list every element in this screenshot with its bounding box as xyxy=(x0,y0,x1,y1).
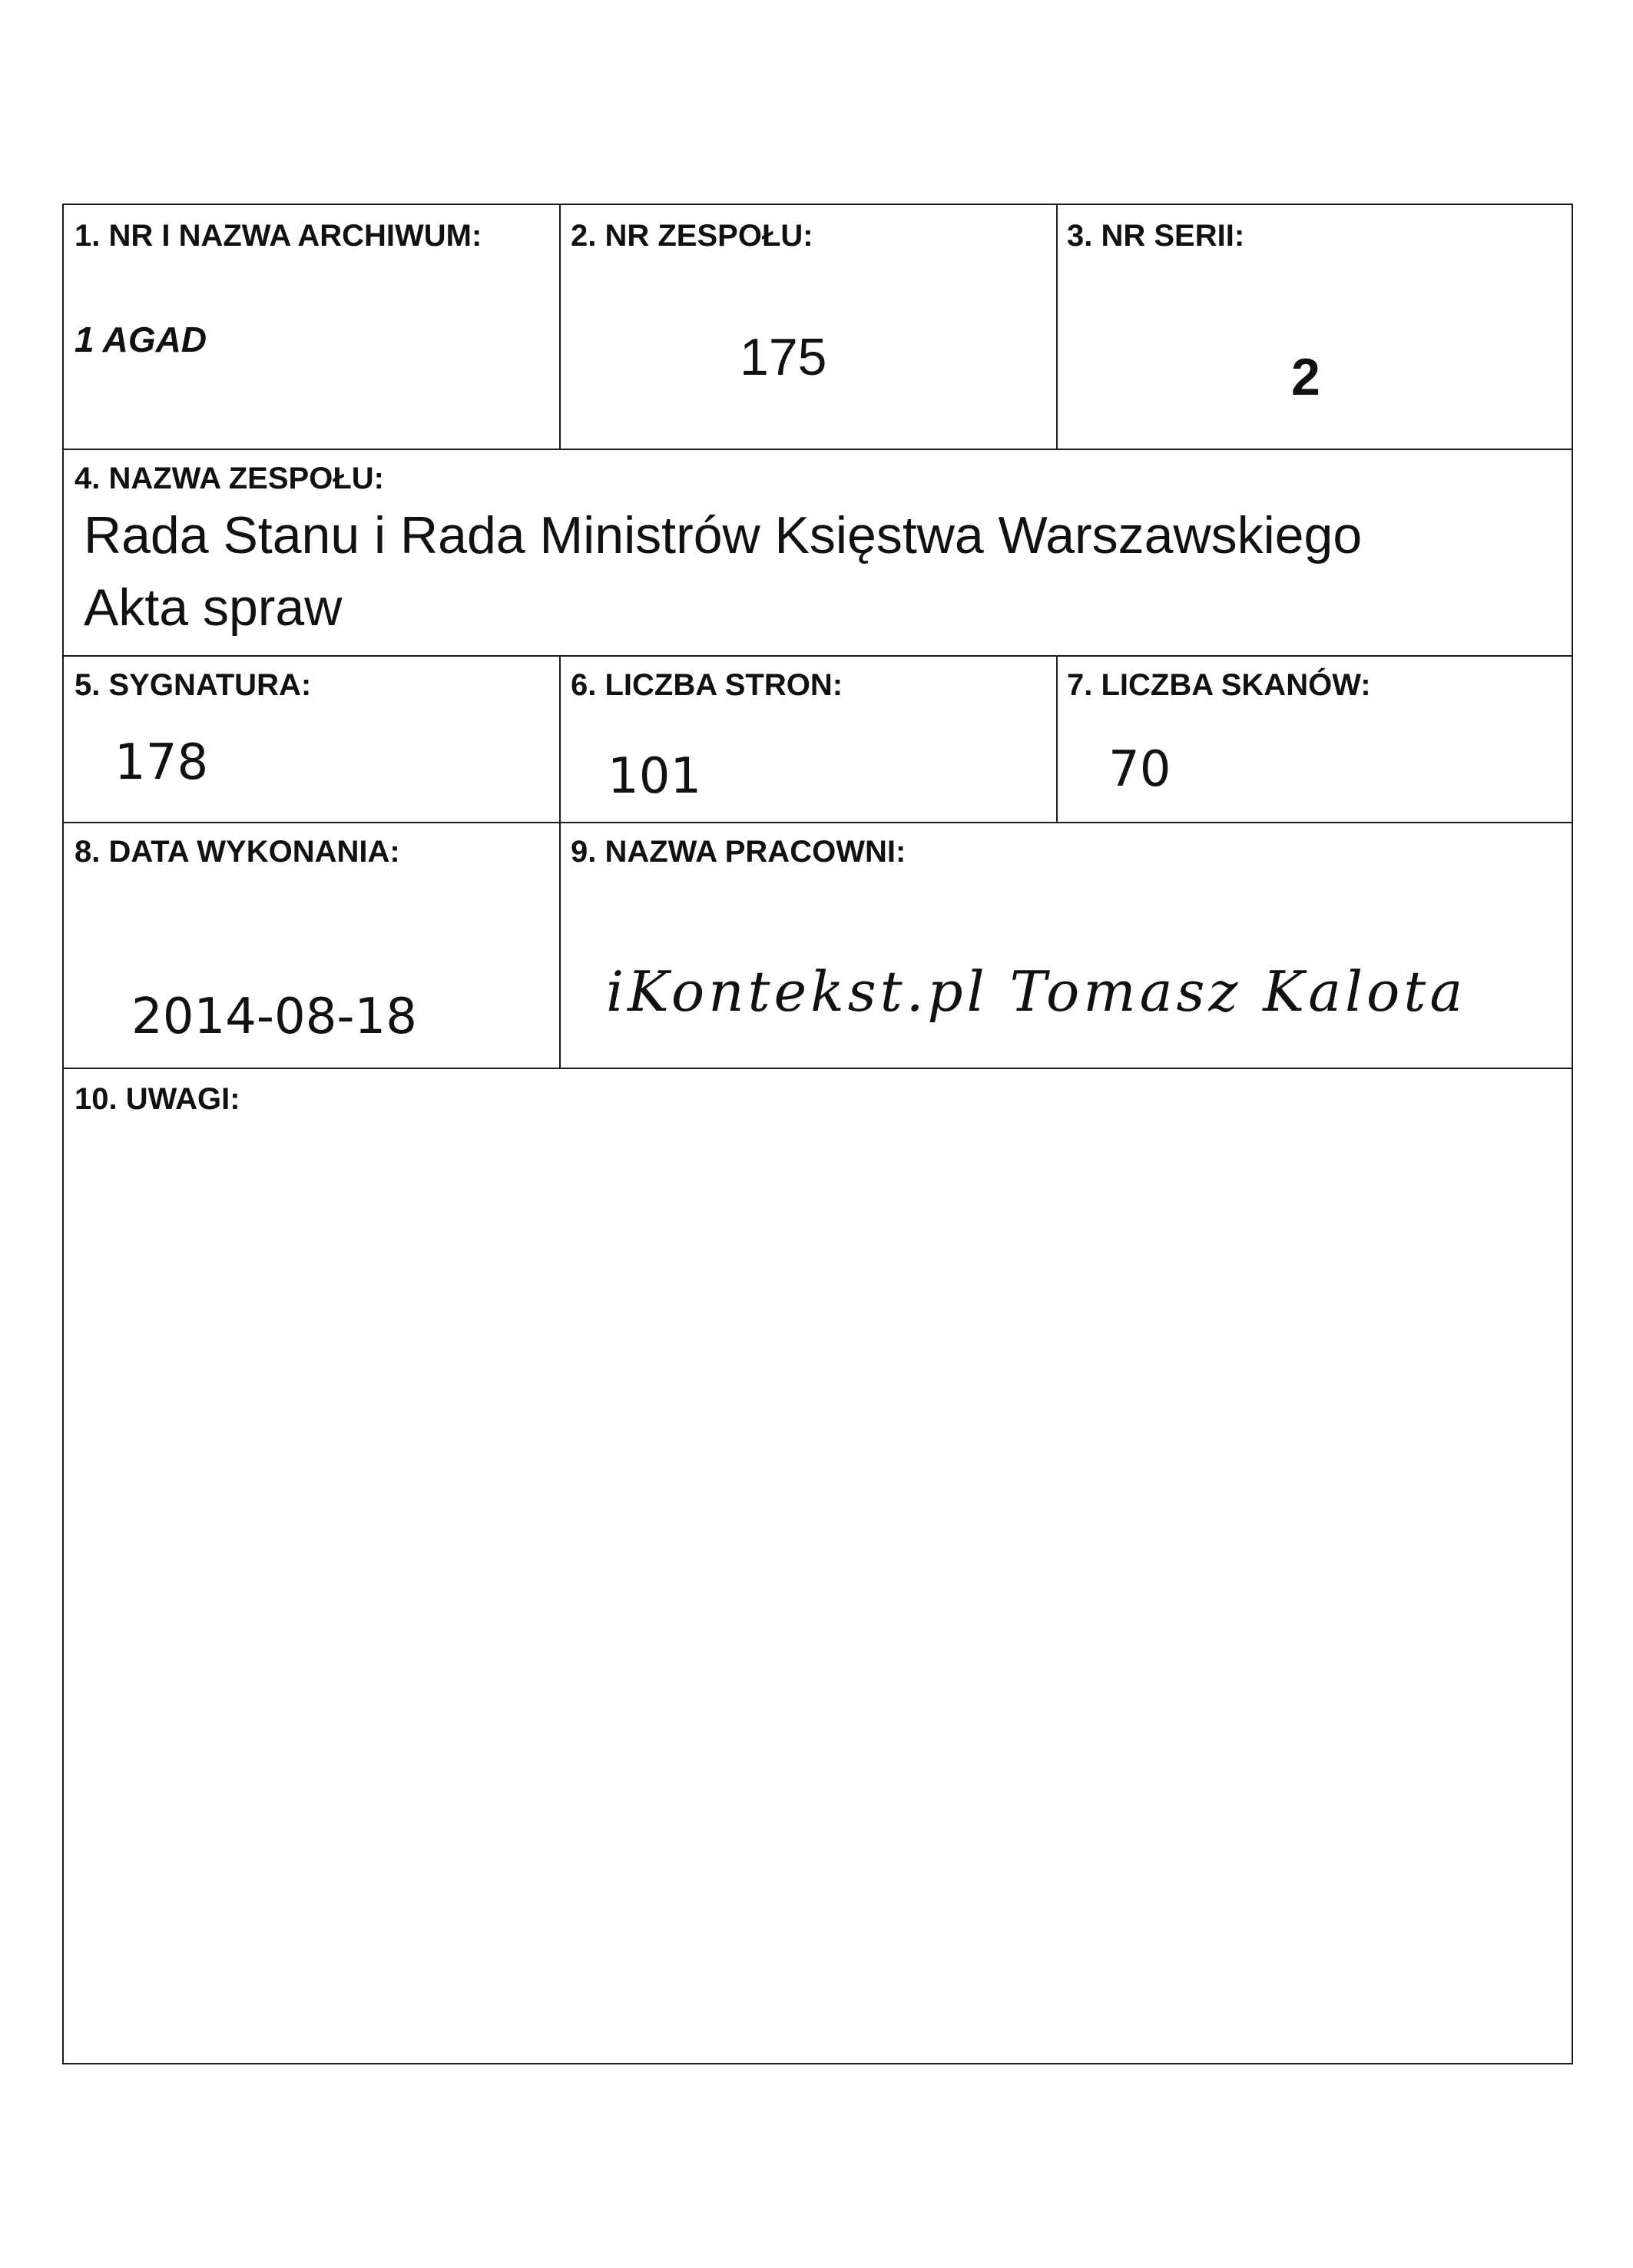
archive-metadata-form xyxy=(62,204,1573,2064)
archive-value: 1 AGAD xyxy=(75,320,207,359)
series-no-label: 3. NR SERII: xyxy=(1067,219,1245,253)
col-divider-r1a xyxy=(559,205,561,449)
signature-value: 178 xyxy=(114,734,209,791)
col-divider-r1b xyxy=(1056,205,1058,449)
col-divider-r4 xyxy=(559,822,561,1068)
date-label: 8. DATA WYKONANIA: xyxy=(75,835,400,869)
fonds-name-label: 4. NAZWA ZESPOŁU: xyxy=(75,462,384,495)
col-divider-r3a xyxy=(559,655,561,822)
col-divider-r3b xyxy=(1056,655,1058,822)
series-no-value: 2 xyxy=(1291,348,1320,406)
remarks-label: 10. UWAGI: xyxy=(75,1082,240,1116)
fonds-no-label: 2. NR ZESPOŁU: xyxy=(571,219,813,253)
row-divider-1 xyxy=(64,449,1572,450)
archive-label: 1. NR I NAZWA ARCHIWUM: xyxy=(75,219,482,253)
scan-count-label: 7. LICZBA SKANÓW: xyxy=(1067,668,1371,702)
workshop-label: 9. NAZWA PRACOWNI: xyxy=(571,835,906,869)
signature-label: 5. SYGNATURA: xyxy=(75,668,312,702)
page-count-label: 6. LICZBA STRON: xyxy=(571,668,843,702)
page-count-value: 101 xyxy=(608,748,702,805)
row-divider-4 xyxy=(64,1068,1572,1069)
date-value: 2014-08-18 xyxy=(131,988,417,1045)
scan-count-value: 70 xyxy=(1108,741,1171,798)
fonds-no-value: 175 xyxy=(740,328,827,386)
fonds-name-value-line2: Akta spraw xyxy=(84,578,343,637)
row-divider-3 xyxy=(64,822,1572,823)
row-divider-2 xyxy=(64,655,1572,657)
workshop-value: iKontekst.pl Tomasz Kalota xyxy=(606,959,1467,1024)
fonds-name-value-line1: Rada Stanu i Rada Ministrów Księstwa Warszawskiego xyxy=(84,506,1363,565)
